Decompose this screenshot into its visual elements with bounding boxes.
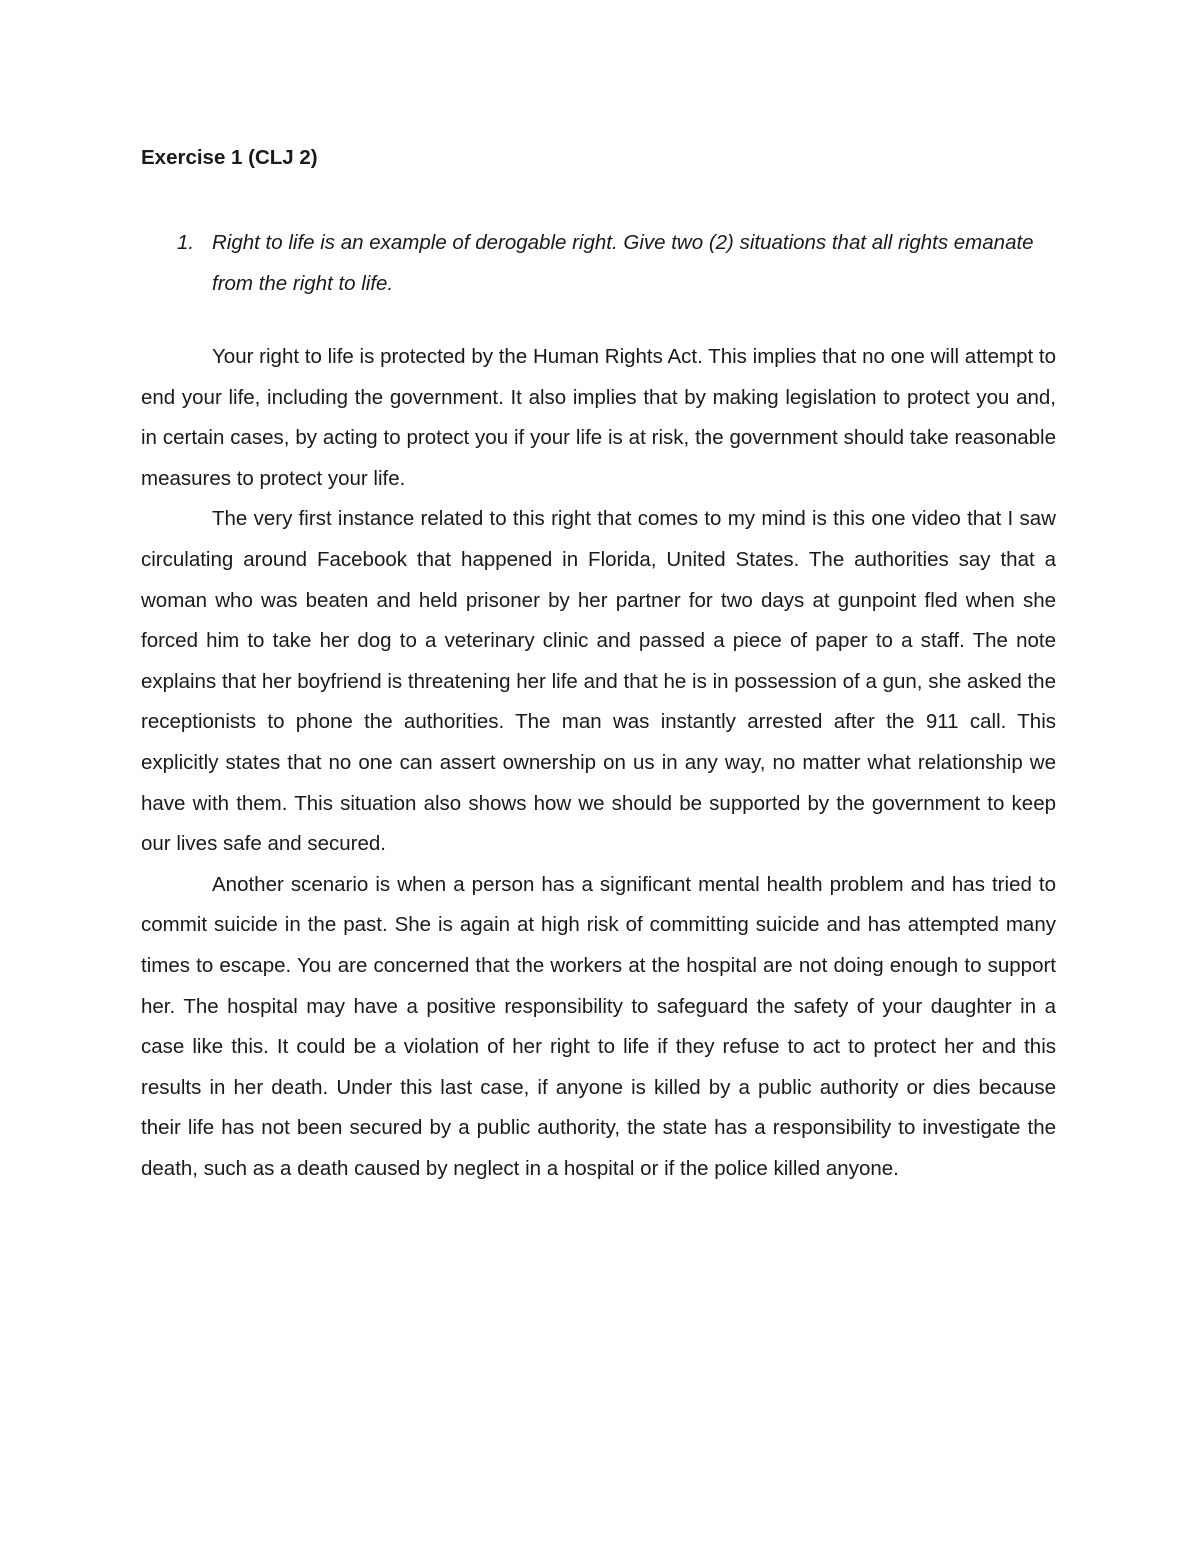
answer-paragraph: Another scenario is when a person has a significant mental health problem and has tried to commit suicide in the past. She is again at high risk of committing suicide and has attempted many times to escape. You are concerned that the workers at the hospital are not doing enough to support her. The hospital may have a positive responsibility to safeguard the safety of your daughter in a case like this. It could be a violation of her right to life if they refuse to act to protect her and this results in her death. Under this last case, if anyone is killed by a public authority or dies because their life has not been secured by a public authority, the state has a responsibility to investigate the death, such as a death caused by neglect in a hospital or if the police killed anyone. bbox=[141, 872, 1056, 1180]
question-text: Right to life is an example of derogable right. Give two (2) situations that all rights emanate from the right to life. bbox=[212, 231, 1034, 295]
question-number: 1. bbox=[177, 231, 195, 254]
page-title: Exercise 1 (CLJ 2) bbox=[141, 146, 318, 169]
answer-body bbox=[141, 337, 1056, 1189]
answer-paragraph: The very first instance related to this right that comes to my mind is this one video that I saw circulating around Facebook that happened in Florida, United States. The authorities say that a woman who was beaten and held prisoner by her partner for two days at gunpoint fled when she forced him to take her dog to a veterinary clinic and passed a piece of paper to a staff. The note explains that her boyfriend is threatening her life and that he is in possession of a gun, she asked the receptionists to phone the authorities. The man was instantly arrested after the 911 call. This explicitly states that no one can assert ownership on us in any way, no matter what relationship we have with them. This situation also shows how we should be supported by the government to keep our lives safe and secured. bbox=[141, 507, 1056, 856]
answer-paragraph: Your right to life is protected by the Human Rights Act. This implies that no one will attempt to end your life, including the government. It also implies that by making legislation to protect you and, in certain cases, by acting to protect you if your life is at risk, the government should take reasonable measures to protect your life. bbox=[141, 345, 1056, 490]
